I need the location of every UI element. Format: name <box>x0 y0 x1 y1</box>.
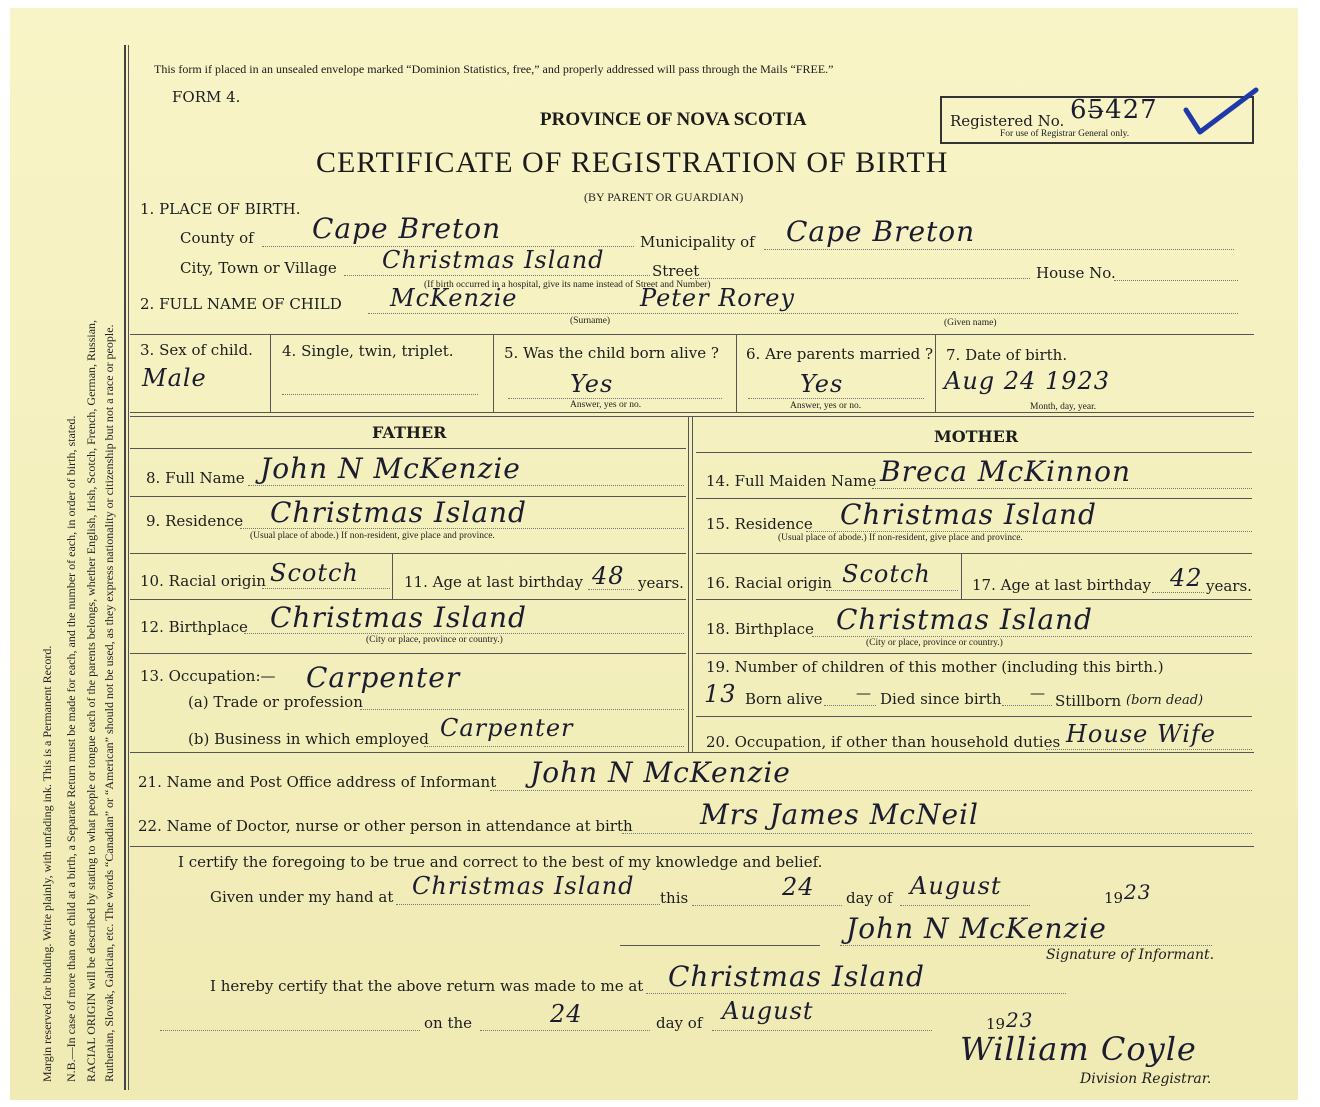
father-occupation-label: 13. Occupation:— <box>140 667 276 685</box>
mother-occupation: House Wife <box>1066 720 1216 748</box>
child-name-label: 2. FULL NAME OF CHILD <box>140 295 342 313</box>
father-birthplace-note: (City or place, province or country.) <box>366 635 503 645</box>
doctor-value: Mrs James McNeil <box>700 798 979 831</box>
mother-heading: MOTHER <box>934 427 1019 446</box>
margin-rule <box>124 45 126 1090</box>
place-heading: 1. PLACE OF BIRTH. <box>140 200 301 218</box>
mother-residence: Christmas Island <box>840 498 1097 531</box>
father-business: Carpenter <box>440 714 574 742</box>
mother-children-label: 19. Number of children of this mother (including this birth.) <box>706 658 1164 676</box>
checkmark-icon <box>1182 84 1262 144</box>
sex-value: Male <box>142 364 207 392</box>
mother-age-label: 17. Age at last birthday <box>972 576 1151 594</box>
surname-caption: (Surname) <box>570 316 611 326</box>
given-year-prefix: 19 <box>1104 889 1124 907</box>
alive-value: Yes <box>570 370 614 398</box>
registrar-day-of-label: day of <box>656 1014 703 1032</box>
father-heading: FATHER <box>372 423 447 442</box>
mother-died: — <box>856 684 871 702</box>
born-alive-label: Born alive <box>745 690 823 708</box>
county-label: County of <box>180 229 254 247</box>
city-label: City, Town or Village <box>180 259 337 277</box>
informant-value: John N McKenzie <box>530 756 791 789</box>
mother-birthplace: Christmas Island <box>836 603 1093 636</box>
mother-name: Breca McKinnon <box>880 455 1131 488</box>
dob-label: 7. Date of birth. <box>946 346 1068 364</box>
mother-birthplace-label: 18. Birthplace <box>706 620 814 638</box>
father-birthplace-label: 12. Birthplace <box>140 618 248 636</box>
father-age: 48 <box>592 562 625 590</box>
registrar-statement: I hereby certify that the above return was made to me at <box>210 977 644 995</box>
certificate-title: CERTIFICATE OF REGISTRATION OF BIRTH <box>316 146 949 179</box>
married-caption: Answer, yes or no. <box>790 401 862 411</box>
registrar-year-prefix: 19 <box>986 1015 1006 1033</box>
mother-age: 42 <box>1170 564 1203 592</box>
mother-stillborn: — <box>1030 684 1045 702</box>
registered-label: Registered No. <box>950 112 1065 130</box>
father-birthplace: Christmas Island <box>270 601 527 634</box>
married-value: Yes <box>800 370 844 398</box>
registered-note: For use of Registrar General only. <box>1000 129 1130 139</box>
informant-label: 21. Name and Post Office address of Informant <box>138 773 497 791</box>
racial-note-2: Ruthenian, Slovak, Galician, etc. The words “Canadian” or “American” should not be used, as they express nationality or citizenship but not a race or people. <box>102 324 116 1082</box>
given-month: August <box>910 872 1002 900</box>
stillborn-note: (born dead) <box>1126 693 1204 708</box>
mother-racial: Scotch <box>842 560 931 588</box>
municipality-value: Cape Breton <box>786 215 976 248</box>
nb-note: N.B.—In case of more than one child at a birth, a Separate Return must be made for each, and the number of each, in order of birth, stated. <box>64 415 78 1082</box>
father-residence-label: 9. Residence <box>146 512 244 530</box>
father-residence: Christmas Island <box>270 496 527 529</box>
registrar-month: August <box>722 997 814 1025</box>
margin-rule-inner <box>128 45 129 1090</box>
street-label: Street <box>652 262 700 280</box>
registered-number: 65̶427 <box>1070 95 1158 125</box>
mother-birthplace-note: (City or place, province or country.) <box>866 638 1003 648</box>
house-label: House No. <box>1036 264 1116 282</box>
father-name-label: 8. Full Name <box>146 469 245 487</box>
certify-statement: I certify the foregoing to be true and correct to the best of my knowledge and belief. <box>178 853 823 871</box>
alive-caption: Answer, yes or no. <box>570 400 642 410</box>
mother-occupation-label: 20. Occupation, if other than household duties <box>706 733 1061 751</box>
informant-signature: John N McKenzie <box>846 912 1107 945</box>
mother-name-label: 14. Full Maiden Name <box>706 472 877 490</box>
province-title: PROVINCE OF NOVA SCOTIA <box>540 109 807 130</box>
father-name: John N McKenzie <box>260 452 521 485</box>
hospital-note: (If birth occurred in a hospital, give its name instead of Street and Number) <box>424 280 711 290</box>
mother-born-alive: 13 <box>704 680 737 708</box>
registrar-signature: William Coyle <box>960 1030 1197 1068</box>
given-year: 23 <box>1124 880 1152 904</box>
city-value: Christmas Island <box>382 246 605 274</box>
died-label: Died since birth <box>880 690 1002 708</box>
dob-value: Aug 24 1923 <box>944 367 1111 395</box>
dob-caption: Month, day, year. <box>1030 402 1097 412</box>
certificate-subtitle: (BY PARENT OR GUARDIAN) <box>584 190 744 204</box>
registrar-signature-caption: Division Registrar. <box>1080 1071 1212 1087</box>
father-racial: Scotch <box>270 559 359 587</box>
given-label: Given under my hand at <box>210 888 394 906</box>
given-day-of-label: day of <box>846 889 893 907</box>
stillborn-label: Stillborn <box>1055 692 1122 710</box>
mailing-notice: This form if placed in an unsealed envelope marked “Dominion Statistics, free,” and properly addressed will pass through the Mails “FREE.” <box>154 62 834 76</box>
sex-label: 3. Sex of child. <box>140 341 253 359</box>
mother-years: years. <box>1206 577 1252 595</box>
margin-note: Margin reserved for binding. Write plainly, with unfading ink. This is a Permanent Record. <box>40 645 54 1082</box>
registrar-place: Christmas Island <box>668 960 925 993</box>
child-surname: McKenzie <box>390 284 518 312</box>
father-years: years. <box>638 574 684 592</box>
mother-residence-label: 15. Residence <box>706 515 813 533</box>
father-racial-label: 10. Racial origin <box>140 572 266 590</box>
county-value: Cape Breton <box>312 212 502 245</box>
registrar-year: 23 <box>1006 1008 1034 1032</box>
given-day: 24 <box>782 873 815 901</box>
mother-residence-note: (Usual place of abode.) If non-resident, give place and province. <box>778 533 1023 543</box>
form-number: FORM 4. <box>172 88 241 106</box>
given-caption: (Given name) <box>944 318 997 328</box>
informant-signature-caption: Signature of Informant. <box>1046 947 1215 963</box>
married-label: 6. Are parents married ? <box>746 345 934 363</box>
father-trade-label: (a) Trade or profession <box>188 693 363 711</box>
father-residence-note: (Usual place of abode.) If non-resident, give place and province. <box>250 531 495 541</box>
registrar-on-label: on the <box>424 1014 473 1032</box>
doctor-label: 22. Name of Doctor, nurse or other person in attendance at birth <box>138 817 633 835</box>
registrar-day: 24 <box>550 1000 583 1028</box>
mother-racial-label: 16. Racial origin <box>706 574 832 592</box>
given-place: Christmas Island <box>412 872 635 900</box>
alive-label: 5. Was the child born alive ? <box>504 344 719 362</box>
racial-note-1: RACIAL ORIGIN will be described by stating to what people or tongue each of the parents belongs, whether English, Irish, Scotch, French, German, Russian, <box>84 319 98 1082</box>
plurality-label: 4. Single, twin, triplet. <box>282 342 454 360</box>
father-business-label: (b) Business in which employed <box>188 730 429 748</box>
father-occupation: Carpenter <box>306 661 461 694</box>
child-given-name: Peter Rorey <box>640 284 795 312</box>
municipality-label: Municipality of <box>640 233 755 251</box>
father-age-label: 11. Age at last birthday <box>404 573 583 591</box>
this-label: this <box>660 889 689 907</box>
